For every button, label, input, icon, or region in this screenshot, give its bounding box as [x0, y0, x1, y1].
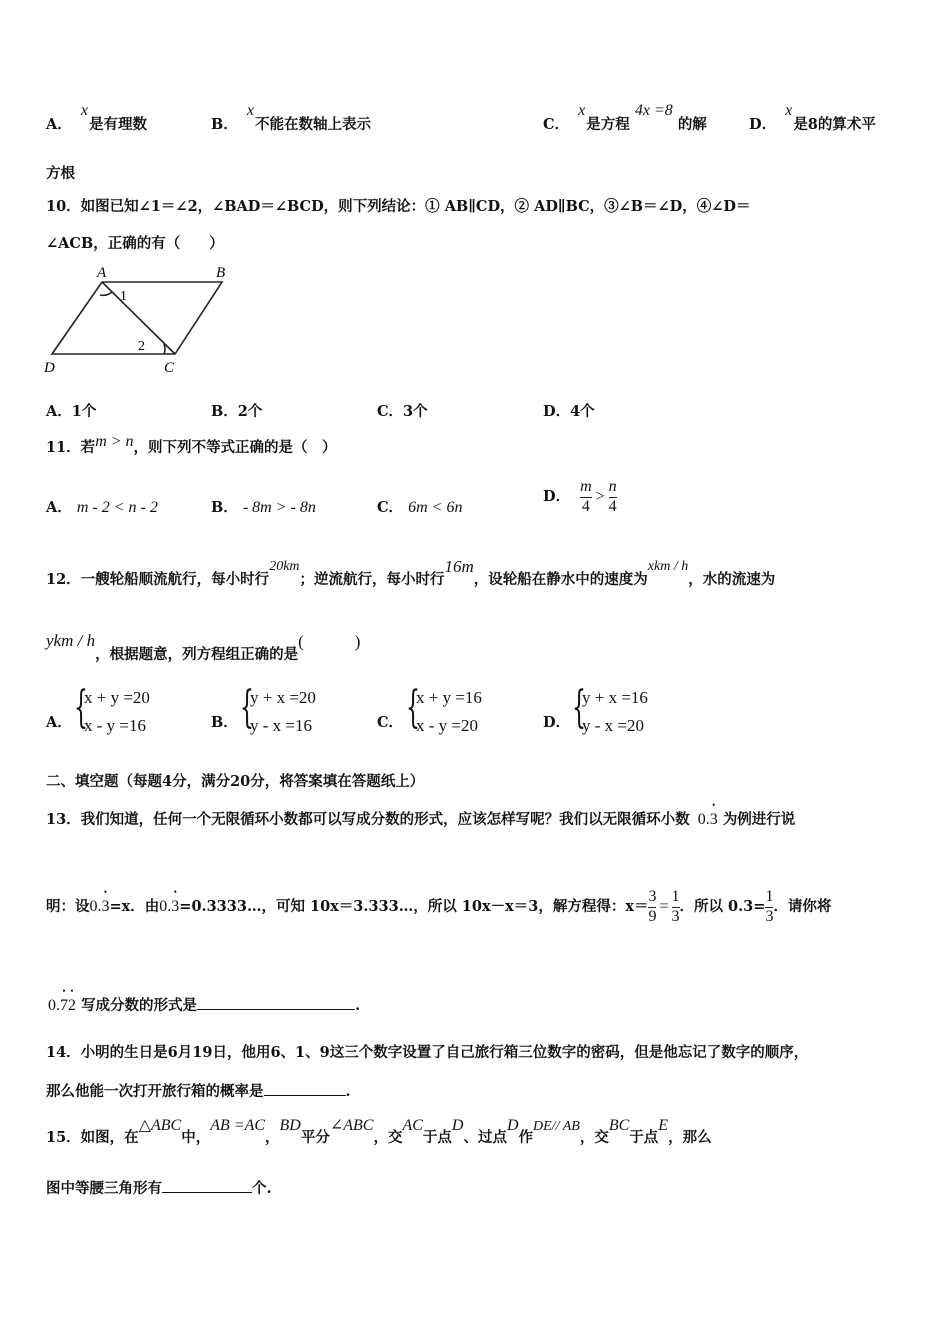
answer-blank[interactable] — [264, 1083, 346, 1096]
q10-option-b — [211, 405, 262, 420]
decimal-int: 0. — [48, 997, 60, 1014]
numerator: 1 — [671, 888, 680, 906]
q15-text: ，那么 — [668, 1129, 712, 1146]
q9-option-d — [749, 102, 876, 133]
q15-text: 于点 — [422, 1129, 452, 1146]
q9-option-c — [543, 102, 707, 133]
q11-option-b — [211, 500, 316, 516]
option-text: 是8的算术平 — [793, 116, 876, 133]
left-brace: { — [572, 682, 586, 733]
equation-1: x + y =20 — [84, 688, 150, 707]
q15-text: 中， — [181, 1129, 211, 1146]
equation-2: x - y =16 — [84, 716, 146, 735]
option-letter: D． — [543, 487, 571, 505]
math-expr: DE// AB — [533, 1119, 580, 1134]
math-expr: BC — [608, 1117, 630, 1134]
q13-text: ．所以 0.3= — [679, 897, 766, 915]
option-text: 2个 — [237, 403, 263, 420]
math-expr: 6m < 6n — [408, 499, 463, 516]
math-expr: m - 2 < n - 2 — [76, 499, 158, 516]
option-letter: A． — [46, 116, 72, 133]
q13-line2 — [46, 885, 831, 929]
q15-line2 — [46, 1180, 272, 1197]
q13-text: 明：设 — [46, 897, 90, 915]
q13-text: 写成分数的形式是 — [81, 997, 198, 1014]
answer-paren: ( ) — [298, 632, 361, 651]
math-expr: AB =AC — [210, 1117, 266, 1134]
math-expr: ykm / h — [46, 631, 96, 650]
decimal-int: 0. — [697, 811, 710, 828]
option-letter: B． — [211, 403, 238, 420]
q13-text: 13．我们知道，任何一个无限循环小数都可以写成分数的形式，应该怎样写呢？我们以无限循环小数 — [46, 811, 690, 828]
q10-option-d — [543, 405, 595, 420]
decimal-int: 0. — [89, 898, 102, 915]
math-var: x — [785, 102, 793, 119]
repeating-digit: • 3 — [710, 812, 718, 828]
numerator: 1 — [765, 888, 774, 906]
q12-option-d-letter: D． — [543, 714, 571, 731]
fraction-1-3 — [765, 888, 773, 926]
q15-text: ，交 — [373, 1129, 403, 1146]
q11-option-c — [377, 500, 462, 516]
parallelogram-figure — [40, 262, 240, 377]
q14-text: . — [345, 1083, 351, 1100]
q11-option-d — [543, 475, 617, 519]
repeating-decimal-0-3 — [90, 899, 110, 915]
q13-text: ．请你将 — [773, 897, 832, 915]
q13-text: 为例进行说 — [722, 811, 796, 828]
option-text: 1个 — [71, 403, 97, 420]
vertex-label-c: C — [164, 360, 175, 376]
angle-label-1: 1 — [120, 289, 127, 304]
option-letter: D． — [749, 116, 777, 133]
q15-text: 图中等腰三角形有 — [46, 1180, 162, 1197]
q14-line2 — [46, 1083, 351, 1100]
repeating-digit: • 7 — [60, 998, 68, 1014]
math-var: x — [80, 102, 88, 119]
parallelogram-abcd — [52, 282, 222, 354]
numerator: 3 — [648, 888, 657, 906]
q11-suffix: ，则下列不等式正确的是（ ） — [133, 439, 337, 456]
repeating-decimal-0-72 — [48, 997, 76, 1014]
q15-text: ， — [265, 1129, 280, 1146]
math-expr: - 8m > - 8n — [242, 499, 316, 516]
q13-text: =x．由 — [109, 897, 160, 915]
option-letter: D． — [543, 403, 571, 420]
q15-text: 作 — [518, 1129, 534, 1146]
q9-option-b — [211, 102, 371, 133]
repeating-decimal-0-3 — [698, 811, 718, 828]
q12-line1 — [46, 557, 776, 588]
left-brace: { — [406, 682, 420, 733]
denominator: 4 — [608, 497, 617, 515]
vertex-label-a: A — [97, 265, 107, 281]
option-text: 的解 — [677, 116, 707, 133]
q11-option-a — [46, 500, 158, 516]
equals-sign: = — [659, 898, 669, 915]
fraction-n-4 — [609, 478, 617, 516]
fraction-3-9 — [648, 888, 656, 926]
repeating-digit: • 2 — [68, 998, 76, 1014]
option-letter: A． — [46, 499, 72, 516]
q11-prefix: 11．若 — [46, 439, 96, 456]
q12-line2 — [46, 631, 361, 663]
q12-text: 12．一艘轮船顺流航行，每小时行 — [46, 571, 270, 588]
q9-option-a — [46, 102, 147, 133]
q14-line1: 14．小明的生日是6月19日，他用6、1、9这三个数字设置了自己旅行箱三位数字的密码，但是他忘记了数字的顺序， — [46, 1044, 809, 1061]
left-brace: { — [74, 682, 88, 733]
q10-option-c — [377, 405, 428, 420]
equation-1: y + x =20 — [250, 688, 316, 707]
answer-blank[interactable] — [197, 997, 355, 1010]
answer-blank[interactable] — [162, 1180, 252, 1193]
math-expr: 16m — [444, 557, 474, 576]
repeating-decimal-0-3 — [159, 899, 179, 915]
q15-text: 个. — [252, 1180, 272, 1197]
math-expr: ∠ABC — [329, 1117, 374, 1134]
angle-label-2: 2 — [138, 339, 145, 354]
repeating-digit: • 3 — [102, 899, 110, 915]
option-text: 4个 — [570, 403, 595, 420]
q12-text: ；逆流航行，每小时行 — [299, 571, 445, 588]
section-2-heading: 二、填空题（每题4分，满分20分，将答案填在答题纸上） — [46, 773, 425, 790]
q12-option-a-letter: A． — [46, 714, 72, 731]
repeating-digit: • 3 — [171, 899, 179, 915]
q15-text: 平分 — [300, 1129, 330, 1146]
q15-text: ，交 — [579, 1129, 609, 1146]
math-operator: > — [595, 488, 605, 505]
q13-line1 — [46, 812, 795, 828]
q12-text: ，根据题意，列方程组正确的是 — [95, 646, 299, 663]
equation-1: y + x =16 — [582, 688, 648, 707]
q13-line3 — [48, 997, 360, 1014]
vertex-label-b: B — [216, 265, 226, 281]
vertex-label-d: D — [44, 360, 55, 376]
math-expr: D — [506, 1117, 519, 1134]
q15-line1 — [46, 1117, 712, 1146]
math-var: x — [246, 102, 254, 119]
math-expr: AC — [402, 1117, 423, 1134]
math-expr: E — [658, 1117, 669, 1134]
fraction-1-3 — [672, 888, 680, 926]
option-text: 3个 — [403, 403, 428, 420]
equation-1: x + y =16 — [416, 688, 482, 707]
q15-text: 于点 — [629, 1129, 659, 1146]
q14-text: 那么他能一次打开旅行箱的概率是 — [46, 1083, 264, 1100]
decimal-int: 0. — [159, 898, 172, 915]
option-letter: C． — [377, 403, 404, 420]
math-var: x — [578, 102, 586, 119]
q12-option-c-letter: C． — [377, 714, 404, 731]
option-text: 不能在数轴上表示 — [255, 116, 371, 133]
numerator: m — [580, 478, 592, 496]
q15-text: 、过点 — [463, 1129, 507, 1146]
equation-2: y - x =16 — [250, 716, 312, 735]
math-expr: BD — [279, 1117, 301, 1134]
numerator: n — [608, 478, 617, 496]
q12-text: ，水的流速为 — [688, 571, 776, 588]
angle-1-arc — [100, 292, 112, 295]
fraction-m-4 — [580, 478, 592, 516]
q13-text: =0.3333…，可知 10x＝3.333…，所以 10x－x＝3，解方程得：x＝ — [179, 897, 649, 915]
angle-2-arc — [164, 344, 165, 354]
math-expr: △ABC — [138, 1117, 182, 1134]
denominator: 3 — [671, 907, 680, 925]
denominator: 9 — [648, 907, 657, 925]
math-expr: D — [451, 1117, 464, 1134]
math-expr: m > n — [95, 433, 134, 450]
left-brace: { — [240, 682, 254, 733]
q10-option-a — [46, 405, 96, 420]
equation-2: x - y =20 — [416, 716, 478, 735]
math-expr: xkm / h — [647, 559, 689, 574]
option-text: 是方程 — [586, 116, 630, 133]
denominator: 4 — [581, 497, 590, 515]
denominator: 3 — [765, 907, 774, 925]
q13-text: . — [355, 997, 361, 1014]
q11-stem — [46, 433, 337, 456]
option-letter: B． — [211, 116, 238, 133]
q12-option-b-letter: B． — [211, 714, 238, 731]
option-letter: A． — [46, 403, 72, 420]
option-letter: B． — [211, 499, 238, 516]
option-letter: C． — [543, 116, 570, 133]
q9-option-d-continued: 方根 — [46, 165, 75, 182]
q12-text: ，设轮船在静水中的速度为 — [473, 571, 648, 588]
q10-line1: 10．如图已知∠1＝∠2，∠BAD＝∠BCD，则下列结论：① AB∥CD，② AD∥BC，③∠B＝∠D，④∠D＝ — [46, 198, 751, 215]
math-expr: 4x =8 — [634, 102, 673, 119]
q10-line2: ∠ACB，正确的有（ ） — [46, 235, 224, 252]
equation-2: y - x =20 — [582, 716, 644, 735]
q15-text: 15．如图，在 — [46, 1129, 139, 1146]
math-expr: 20km — [269, 559, 300, 574]
option-letter: C． — [377, 499, 404, 516]
option-text: 是有理数 — [89, 116, 147, 133]
